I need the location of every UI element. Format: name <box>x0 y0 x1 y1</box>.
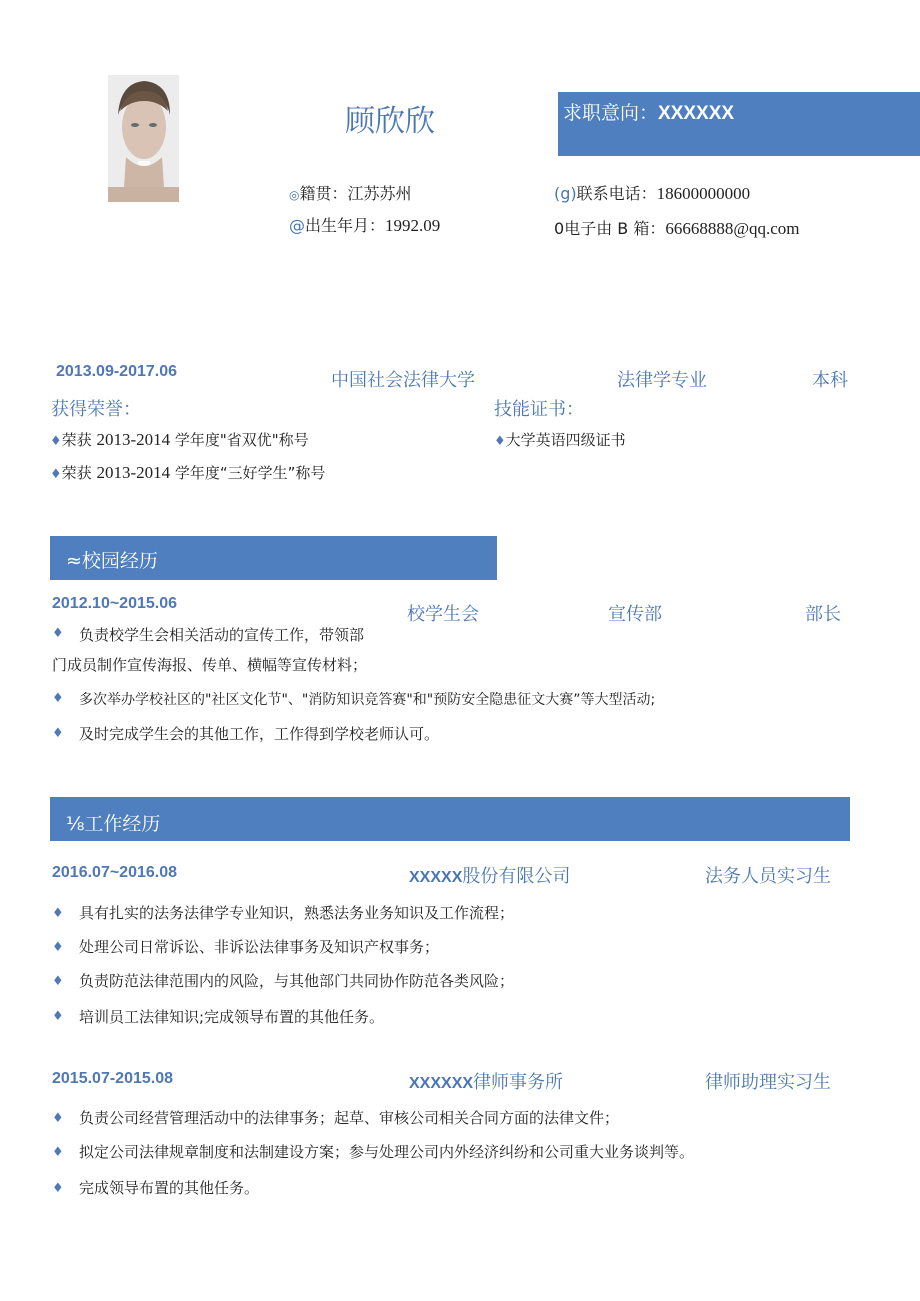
job-date: 2015.07-2015.08 <box>52 1070 173 1087</box>
diamond-icon: ♦ <box>52 974 64 989</box>
hometown-row <box>289 181 412 204</box>
diamond-icon: ♦ <box>52 906 64 921</box>
section-work <box>50 797 850 841</box>
job-objective-banner <box>558 92 920 156</box>
diamond-icon: ♦ <box>52 1111 64 1126</box>
diamond-icon: ♦ <box>52 1181 64 1196</box>
diamond-icon: ♦ <box>52 726 64 741</box>
profile-photo <box>108 75 179 202</box>
job-duty: 负责公司经营管理活动中的法律事务；起草、审核公司相关合同方面的法律文件； <box>79 1109 620 1127</box>
honor-year: 2013-2014 <box>96 463 171 482</box>
education-degree: 本科 <box>812 370 848 391</box>
job-company <box>409 862 570 888</box>
company-name: 股份有限公司 <box>462 866 571 887</box>
diamond-icon: ♦ <box>52 1009 64 1024</box>
email-value: 66668888@qq.com <box>665 219 800 238</box>
education-school: 中国社会法律大学 <box>331 370 475 391</box>
email-row <box>554 216 800 239</box>
diamond-icon: ♦ <box>52 940 64 955</box>
honor-year: 2013-2014 <box>96 430 171 449</box>
company-name: 律师事务所 <box>473 1072 564 1093</box>
job-role: 法务人员实习生 <box>705 866 831 887</box>
objective-label: 求职意向： <box>563 102 659 124</box>
education-major: 法律学专业 <box>617 370 707 391</box>
section-title: ≈校园经历 <box>66 550 158 572</box>
job-duty: 处理公司日常诉讼、非诉讼法律事务及知识产权事务； <box>79 938 440 956</box>
avatar-portrait <box>108 75 179 202</box>
certs-title: 技能证书： <box>494 399 584 420</box>
phone-label: 联系电话： <box>576 184 657 203</box>
diamond-icon: ♦ <box>50 434 62 449</box>
location-icon: ◎ <box>289 188 300 202</box>
job-objective <box>563 98 734 125</box>
honor-prefix: 荣获 <box>61 431 97 449</box>
diamond-icon: ♦ <box>52 691 64 706</box>
job-date: 2016.07~2016.08 <box>52 864 178 881</box>
job-duty: 拟定公司法律规章制度和法制建设方案；参与处理公司内外经济纠纷和公司重大业务谈判等。 <box>79 1143 695 1161</box>
company-placeholder: XXXXXX <box>409 1075 474 1092</box>
job-duty: 负责防范法律范围内的风险，与其他部门共同协作防范各类风险； <box>79 972 515 990</box>
campus-item: 负责校学生会相关活动的宣传工作，带领部 <box>79 626 365 644</box>
diamond-icon: ♦ <box>50 467 62 482</box>
job-duty: 完成领导布置的其他任务。 <box>79 1179 260 1197</box>
campus-role: 部长 <box>805 604 841 625</box>
hometown-text: 籍贯：江苏苏州 <box>299 184 412 203</box>
honors-title: 获得荣誉： <box>51 399 141 420</box>
honor-item <box>50 429 309 450</box>
job-duty: 培训员工法律知识;完成领导布置的其他任务。 <box>79 1008 385 1026</box>
honor-suffix: 学年度“三好学生”称号 <box>170 464 326 482</box>
education-date: 2013.09-2017.06 <box>56 363 177 380</box>
diamond-icon: ♦ <box>52 1145 64 1160</box>
candidate-name: 顾欣欣 <box>345 104 435 139</box>
campus-item-continued: 门成员制作宣传海报、传单、横幅等宣传材料； <box>52 656 368 674</box>
diamond-icon: ♦ <box>494 434 506 449</box>
job-company <box>409 1068 563 1094</box>
job-role: 律师助理实习生 <box>705 1072 831 1093</box>
campus-item: 多次举办学校社区的"社区文化节"、"消防知识竞答赛"和"预防安全隐患征文大赛”等大型活动; <box>79 692 656 708</box>
birth-row <box>289 213 440 236</box>
diamond-icon: ♦ <box>52 626 64 641</box>
cert-text: 大学英语四级证书 <box>505 431 626 449</box>
job-duty: 具有扎实的法务法律学专业知识，熟悉法务业务知识及工作流程； <box>79 904 515 922</box>
section-campus <box>50 536 497 580</box>
campus-item: 及时完成学生会的其他工作，工作得到学校老师认可。 <box>79 725 440 743</box>
phone-value: 18600000000 <box>656 184 751 203</box>
campus-org: 校学生会 <box>407 604 479 625</box>
cert-item <box>494 429 626 450</box>
honor-item <box>50 462 325 483</box>
campus-date: 2012.10~2015.06 <box>52 595 178 612</box>
honor-prefix: 荣获 <box>61 464 97 482</box>
birth-value: 1992.09 <box>385 216 441 235</box>
phone-icon: (g) <box>554 184 577 203</box>
campus-dept: 宣传部 <box>608 604 662 625</box>
objective-value: XXXXXX <box>658 103 735 124</box>
email-label: 电子由 B 箱： <box>564 219 666 238</box>
honor-suffix: 学年度"省双优"称号 <box>170 431 309 449</box>
company-placeholder: XXXXX <box>409 869 463 886</box>
section-title: ⅛工作经历 <box>66 813 161 835</box>
email-icon: 0 <box>554 219 565 238</box>
phone-row <box>554 181 750 204</box>
birth-label: 出生年月： <box>305 216 386 235</box>
birthday-icon: @ <box>289 216 305 235</box>
